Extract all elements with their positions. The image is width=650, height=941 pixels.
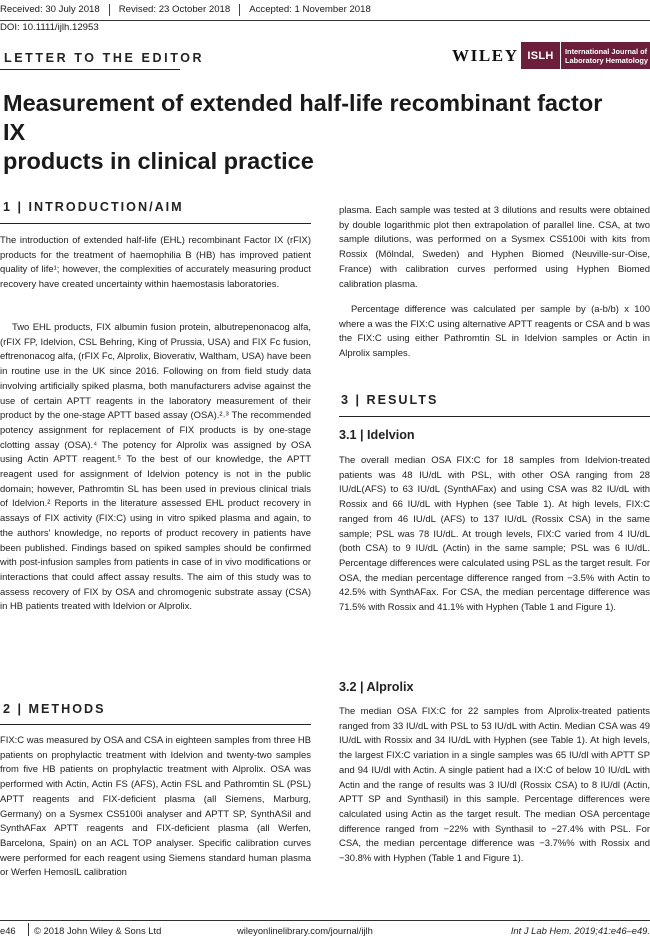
journal-name-line2: Laboratory Hematology	[565, 55, 648, 65]
methods-paragraph-3: Percentage difference was calculated per sample by (a-b/b) x 100 where a was the FIX:C using alternative APTT reagents or CSA and b was the FIX:C using either Pathromtin SL in Idelvion samples or Actin in Alprolix samples.	[339, 304, 650, 360]
results-heading-rule	[339, 416, 650, 417]
alprolix-paragraph: The median OSA FIX:C for 22 samples from Alprolix-treated patients ranged from 33 IU/dL with PSL to 53 IU/dL with Actin. Median CSA was 49 IU/dL with Rossix and 34 IU/dL with Hyphen (see Table 1). At high levels, the largest FIX:C variation in a single samples was 65 IU/dl with APTT SP and 94 IU/dl with Actin. A single patient had a IX:C of below 10 IU/dL with Actin and the range of results was 3 IU/dl (Rossix CSA) to 8 IU/dl (Actin, APTT SP and Synthasil) in this sample. Percentage differences were calculated using Actin as the target result. The median OSA percentage difference ranged from −22% with Synthasil to −27.4% with PSL. For CSA, the median percentage difference was −3.7%% with Rossix and −30.8% with Hyphen (Table 1 and Figure 1).	[339, 706, 650, 865]
methods-heading: 2 | METHODS	[3, 702, 106, 716]
journal-name	[561, 47, 650, 65]
accepted-date: Accepted: 1 November 2018	[239, 4, 380, 16]
journal-abbrev: ISLH	[527, 49, 554, 62]
intro-paragraph-1: The introduction of extended half-life (EHL) recombinant Factor IX (rFIX) products for the treatment of haemophilia B (HB) has improved patient quality of life¹; however, the complexities of accurately measuring product recovery have created uncertainty within haemostasis laboratories.	[0, 235, 311, 291]
results-heading: 3 | RESULTS	[341, 393, 439, 407]
journal-logo-box	[521, 42, 650, 69]
article-title-line1: Measurement of extended half-life recombinant factor IX	[3, 90, 603, 145]
methods-paragraph-2: plasma. Each sample was tested at 3 dilutions and results were obtained by double logarithmic plot then extrapolation of parallel line. CSA, at two sample dilutions, was performed on a Sysmex CS5100i with kits from Rossix (Mölndal, Sweden) and Hyphen Biomed (Neuville-sur-Oise, France) with calibration curves performed using Hyphen Biomed calibration plasma.	[339, 205, 650, 290]
intro-paragraph-2: Two EHL products, FIX albumin fusion protein, albutrepenonacog alfa, (rFIX FP, Idelvion, CSL Behring, King of Prussia, USA) and FIX Fc fusion, eftrenonacog alfa, (rFIX Fc, Alprolix, Bioverativ, Waltham, USA) have been in routine use in the UK since 2016. Following on from field study data involving artificially spiked plasma, both manufacturers advise against the use of certain APTT reagents in the laboratory measurement of their product by the one-stage APTT based assay (OSA).²˒³ The recommended potency assignment for replacement of FIX products is by one-stage clotting assay (OSA).⁴ The potency for Alprolix was assigned by OSA using Actin APTT reagent.⁵ To the best of our knowledge, the APTT reagent used for assignment of Idelvion potency is not in the public domain; however, Pathromtin SL has been used in previous clinical trials of Idelvion.² Reports in the literature assessed EHL product recovery in assays of FIX activity (FIX:C) using in vitro spiked plasma and again, to the authors' knowledge, no reports of product recovery in patients have been published. Findings based on spiked samples should be confirmed with post-infusion samples from patients in case of in vivo modifications or interactions that could affect assay results. The aim of this study was to assess recovery of FIX by OSA and chromogenic substrate assay (CSA) in HB patients treated with Idelvion or Alprolix.	[0, 322, 311, 613]
received-date: Received: 30 July 2018	[0, 4, 100, 15]
copyright: © 2018 John Wiley & Sons Ltd	[34, 925, 162, 936]
intro-heading: 1 | INTRODUCTION/AIM	[3, 200, 184, 214]
intro-heading-rule	[0, 223, 311, 224]
publisher-logo: WILEY	[452, 46, 519, 65]
idelvion-heading: 3.1 | Idelvion	[339, 428, 415, 442]
footer-divider	[0, 920, 650, 921]
methods-heading-rule	[0, 724, 311, 725]
journal-url[interactable]: wileyonlinelibrary.com/journal/ijlh	[237, 925, 373, 936]
islh-logo-icon	[521, 42, 561, 69]
alprolix-heading: 3.2 | Alprolix	[339, 680, 414, 694]
article-type-underline	[0, 69, 180, 70]
methods-paragraph-1: FIX:C was measured by OSA and CSA in eighteen samples from three HB patients on prophylactic treatment with Idelvion and twenty-two samples from five HB patients on prophylactic treatment with Alprolix. OSA was performed with Actin, Actin FS (AFS), Actin FSL and Pathromtin SL (PSL) APTT reagents and FIX-deficient plasma (all Siemens, Marburg, Germany) on a Sysmex CS5100i analyser and APTT SP, SynthASil and SynthAFax APTT reagents and FIX-deficient plasma (all Werfen, Barcelona, Spain) on an ACL TOP analyser. Specific calibration curves were performed for each reagent using Siemens standard human plasma or Werfen HemosIL calibration	[0, 735, 311, 879]
revised-date: Revised: 23 October 2018	[109, 4, 239, 16]
header-divider	[0, 20, 650, 21]
idelvion-paragraph: The overall median OSA FIX:C for 18 samples from Idelvion-treated patients was 48 IU/dL with PSL, with other OSA ranging from 28 IU/dL(AFS) to 63 IU/dL (SynthAFax) and using CSA was 82 IU/dL with Rossix and 66 IU/dL with Hyphen (see Table 1). At high levels, FIX:C ranged from 46 IU/dL (AFS) to 137 IU/dL (Rossix CSA) in the same sample; PSL was 78 IU/dL. At trough levels, FIX:C varied from 4 IU/dL (both CSA) to 9 IU/dL (Actin) in the same sample; PSL was 6 IU/dL. Percentage differences were calculated using PSL as the target result. For OSA, the median percentage difference ranged from −3.5% with Actin to 42.5% with SynthAFax. For CSA, the median percentage difference was 71.5% with Rossix and 41.1% with Hyphen (Table 1 and Figure 1).	[339, 455, 650, 614]
journal-name-line1: International Journal of	[565, 46, 648, 56]
doi-link[interactable]: DOI: 10.1111/ijlh.12953	[0, 22, 99, 33]
citation: Int J Lab Hem. 2019;41:e46–e49.	[510, 925, 650, 936]
article-title-line2: products in clinical practice	[3, 148, 314, 174]
page-number: e46	[0, 925, 16, 936]
article-title	[3, 89, 623, 176]
article-dates	[0, 3, 380, 17]
article-type-label: LETTER TO THE EDITOR	[4, 51, 205, 65]
footer-separator	[28, 923, 29, 936]
